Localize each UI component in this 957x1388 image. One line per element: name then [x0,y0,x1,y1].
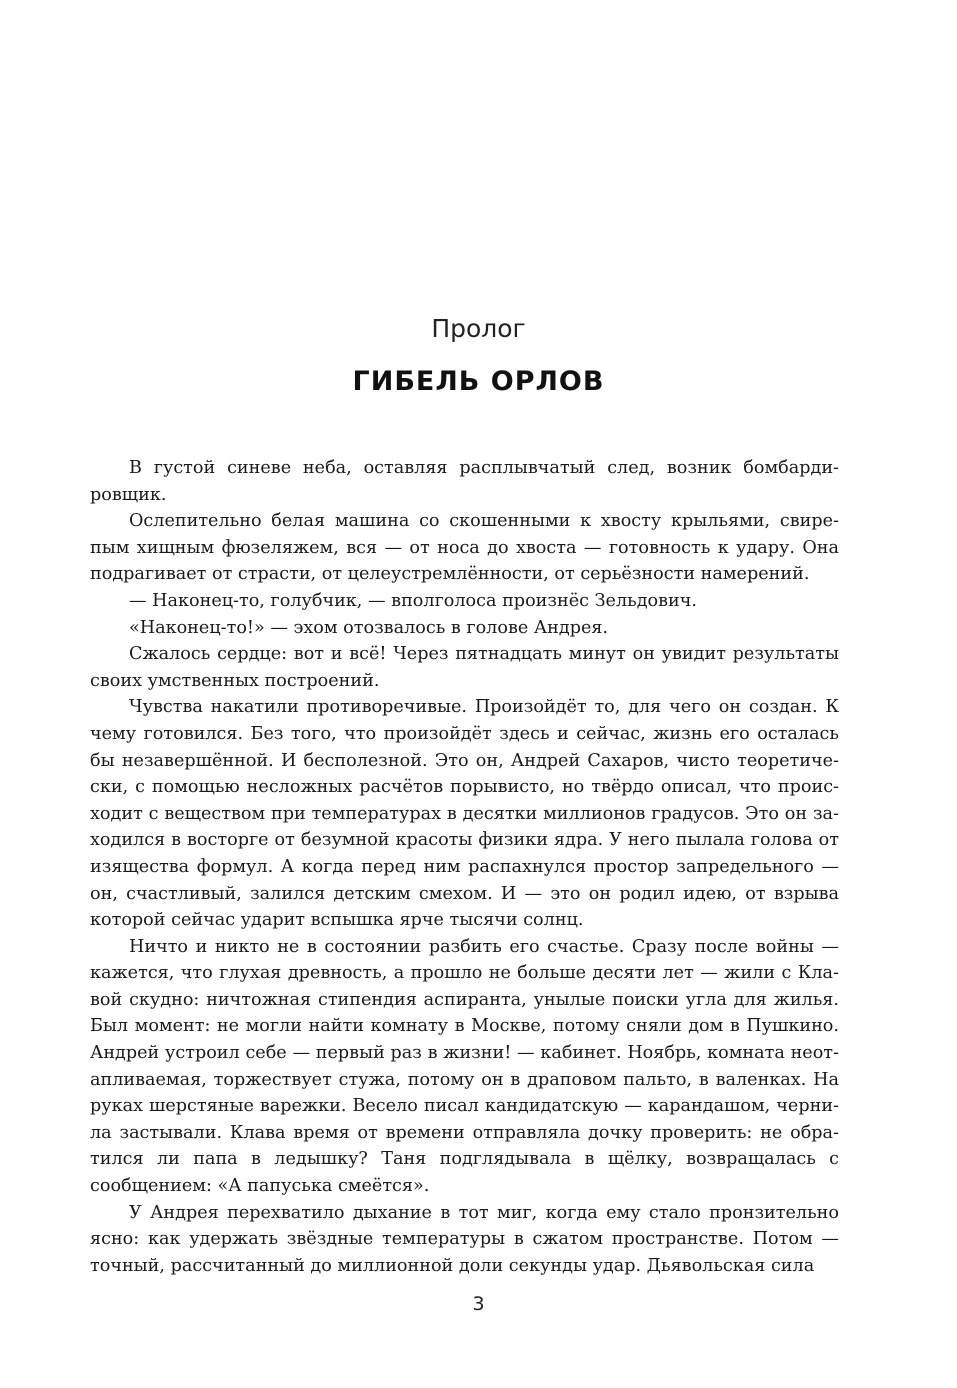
paragraph: У Андрея перехватило дыхание в тот миг, когда ему стало пронзительно ясно: как удержать звёздные температуры в сжатом пространстве. Потом — точный, рассчитанный до миллионной доли секунды удар. Дьявольская сила [90,1202,839,1276]
paragraph: «Наконец-то!» — эхом отозвалось в голове Андрея. [129,617,609,638]
paragraph: В густой синеве неба, оставляя расплывчатый след, возник бомбардировщик. [90,458,839,505]
prologue-label: Пролог [431,314,526,343]
paragraph: Ослепительно белая машина со скошенными к хвосту крыльями, свирепым хищным фюзеляжем, вся — от носа до хвоста — готовность к удару. Она подрагивает от страсти, от целеустремлённости, от серьёзности намерений. [90,511,839,585]
chapter-title: ГИБЕЛЬ ОРЛОВ [352,366,605,397]
paragraph: Сжалось сердце: вот и всё! Через пятнадцать минут он увидит результаты своих умственных построений. [90,644,839,691]
body-text [90,455,839,1279]
paragraph: — Наконец-то, голубчик, — вполголоса произнёс Зельдович. [129,590,697,611]
paragraph: Чувства накатили противоречивые. Произойдёт то, для чего он создан. К чему готовился. Без того, что произойдёт здесь и сейчас, жизнь его осталась бы незавершённой. И бесполезной. Это он, Андрей Сахаров, чисто теоретически, с помощью несложных расчётов порывисто, но твёрдо описал, что происходит с веществом при температурах в десятки миллионов градусов. Это он заходился в восторге от безумной красоты физики ядра. У него пылала голова от изящества формул. А когда перед ним распахнулся простор запредельного — он, счастливый, залился детским смехом. И — это он родил идею, от взрыва которой сейчас ударит вспышка ярче тысячи солнц. [90,697,839,931]
page-number: 3 [472,1293,485,1315]
paragraph: Ничто и никто не в состоянии разбить его счастье. Сразу после войны — кажется, что глухая древность, а прошло не больше десяти лет — жили с Клавой скудно: ничтожная стипендия аспиранта, унылые поиски угла для жилья. Был момент: не могли найти комнату в Москве, потому сняли дом в Пушкино. Андрей устроил себе — первый раз в жизни! — кабинет. Ноябрь, комната неотапливаемая, торжествует стужа, потому он в драповом пальто, в валенках. На руках шерстяные варежки. Весело писал кандидатскую — карандашом, чернила застывали. Клава время от времени отправляла дочку проверить: не обратился ли папа в ледышку? Таня подглядывала в щёлку, возвращалась с сообщением: «А папуська смеётся». [90,936,839,1197]
